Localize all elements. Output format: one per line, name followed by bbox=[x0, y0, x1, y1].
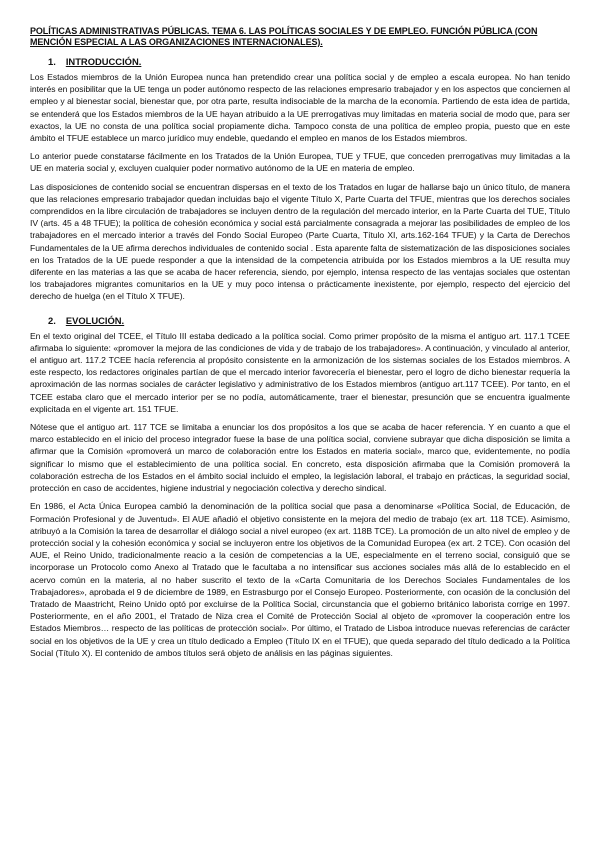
paragraph: En el texto original del TCEE, el Título III estaba dedicado a la política social. Como primer propósito de la misma el antiguo art. 117.1 TCEE afirmaba lo siguiente: «promover la mejora de las condiciones de vida y de trabajo de los trabajadores». A continuación, y vinculado al anterior, el antiguo art. 117.2 TCEE hacía referencia al propósito consistente en la armonización de los sistemas sociales de los Estados miembros. A este respecto, los redactores originales partían de que el mercado interior favorecería el bienestar, pero el logro de dicho bienestar requería la aproximación de las normas sociales de carácter legislativo y administrativo de los Estados miembros (antiguo art.117 TCEE). Por tanto, en el TCEE estaba claro que el mercado interior per se no podía, automáticamente, traer el bienestar, presunción que se encuentra igualmente explicitada en el vigente art. 151 TFUE. bbox=[30, 330, 570, 414]
section-heading bbox=[30, 315, 570, 327]
section-evolucion bbox=[30, 315, 570, 659]
section-title: INTRODUCCIÓN. bbox=[65, 56, 142, 67]
paragraph: Las disposiciones de contenido social se encuentran dispersas en el texto de los Tratados en lugar de hallarse bajo un único título, de manera que las relaciones empresario trabajador quedan incluidas bajo el vigente Título X, Parte Cuarta del TFUE, mientras que los derechos sociales comprendidos en la libre circulación de trabajadores se incluyen dentro de la regulación del mercado interior, en la Parte Cuarta del TUE, Título IV (arts. 45 a 48 TFUE); la política de cohesión económica y social está parcialmente consagrada a mejorar las posibilidades de empleo de los trabajadores en el mercado interior a través del Fondo Social Europeo (Parte Cuarta, Título XI, arts.162-164 TFUE) y la Carta de Derechos Fundamentales de la UE afirma derechos individuales de contenido social . Esta aparente falta de sistematización de las disposiciones sociales en los Tratados de la UE puede responder a que la intensidad de la competencia atribuida por los Estados miembros a la UE resulta muy diferente en las materias a las que se acaba de hacer referencia, siendo, por ejemplo, intensa respecto de las ventajas sociales que ostentan los trabajadores migrantes comunitarios en la UE y muy poco intensa o prácticamente inexistente, por ejemplo, respecto del ejercicio del derecho de huelga (en el Título X TFUE). bbox=[30, 181, 570, 302]
paragraph: Nótese que el antiguo art. 117 TCE se limitaba a enunciar los dos propósitos a los que se acaba de hacer referencia. Y en cuanto a que el marco establecido en el inicio del proceso integrador fuese la base de una política social, conviene subrayar que dicha disposición se limita a afirmar que la Comisión «promoverá un marco de colaboración entre los Estados en materia social», marco que, evidentemente, no podía significar lo mismo que el establecimiento de una política social. En concreto, esta disposición afirmaba que la Comisión promoverá la colaboración estrecha de los Estados en el ámbito social incluido el empleo, la legislación laboral, el trabajo en prácticas, la seguridad social, protección en caso de accidentes, higiene industrial y negociación colectiva y derecho sindical. bbox=[30, 422, 570, 494]
section-introduccion bbox=[30, 56, 570, 303]
document-page bbox=[30, 26, 570, 665]
paragraph: En 1986, el Acta Única Europea cambió la denominación de la política social que pasa a denominarse «Política Social, de Educación, de Formación Profesional y de Juventud». El AUE añadió el objetivo consistente en la mejora del medio de trabajo (ex art. 118 TCE). Asimismo, atribuyó a la Comisión la tarea de desarrollar el diálogo social a nivel europeo (ex art. 118B TCE). La promoción de un alto nivel de empleo y de protección social y la cohesión económica y social se incluyeron entre los objetivos de la Comunidad Europea (ex art. 2 TCE). Con ocasión del AUE, el Reino Unido, tradicionalmente reacio a la cesión de competencias a la UE, especialmente en el terreno social, consiguió que se incorporase un Protocolo como Anexo al Tratado que le facultaba a no intensificar sus acciones sociales más allá de lo establecido en el acervo común en la materia, al no haber suscrito el texto de la «Carta Comunitaria de los Derechos Sociales Fundamentales de los Trabajadores», aprobada el 9 de diciembre de 1989, en Estrasburgo por el Consejo Europeo. Posteriormente, con ocasión de la conclusión del Tratado de Maastricht, Reino Unido optó por excluirse de la Política Social, circunstancia que el gobierno británico laborista corrige en 1997. Posteriormente, en el año 2001, el Tratado de Niza crea el Comité de Protección Social al objeto de «promover la cooperación entre los Estados Miembros… respecto de las políticas de protección social». Por último, el Tratado de Lisboa introduce nuevas referencias de carácter social en los objetivos de la UE y crea un título dedicado a Empleo (Título IX en el TFUE), que queda separado del título dedicado a la Política Social (Título X). El contenido de ambos títulos será objeto de análisis en las páginas siguientes. bbox=[30, 501, 570, 658]
document-title: POLÍTICAS ADMINISTRATIVAS PÚBLICAS. TEMA 6. LAS POLÍTICAS SOCIALES Y DE EMPLEO. FUNCIÓN PÚBLICA (CON MENCIÓN ESPECIAL A LAS ORGANIZACIONES INTERNACIONALES). bbox=[30, 26, 538, 47]
section-title: EVOLUCIÓN. bbox=[65, 314, 125, 326]
paragraph: Los Estados miembros de la Unión Europea nunca han pretendido crear una política social y de empleo a escala europea. No han tenido interés en posibilitar que la UE tenga un poder autónomo respecto de las relaciones empresario trabajador y en los aspectos que conciernen al empleo y al bienestar social, bienestar que, por otra parte, resulta indisociable de la marcha de la economía. Partiendo de esta idea de partida, se entenderá que los Estados miembros de la UE hayan atribuido a la UE prerrogativas muy limitadas en materia social de modo que, para ser exactos, la UE no consta de una política social propiamente dicha. Tampoco consta de una política de empleo propia, puesto que en este ámbito el TFUE establece un marco jurídico muy endeble, quedando el empleo en manos de los Estados miembros. bbox=[30, 72, 570, 144]
section-number: 2. bbox=[48, 314, 56, 326]
paragraph: Lo anterior puede constatarse fácilmente en los Tratados de la Unión Europea, TUE y TFUE, que conceden prerrogativas muy limitadas a la UE en materia social y, excluyen cualquier poder normativo autónomo de la UE en materia de empleo. bbox=[30, 151, 570, 174]
section-heading bbox=[30, 56, 570, 68]
section-number: 1. bbox=[48, 56, 56, 67]
